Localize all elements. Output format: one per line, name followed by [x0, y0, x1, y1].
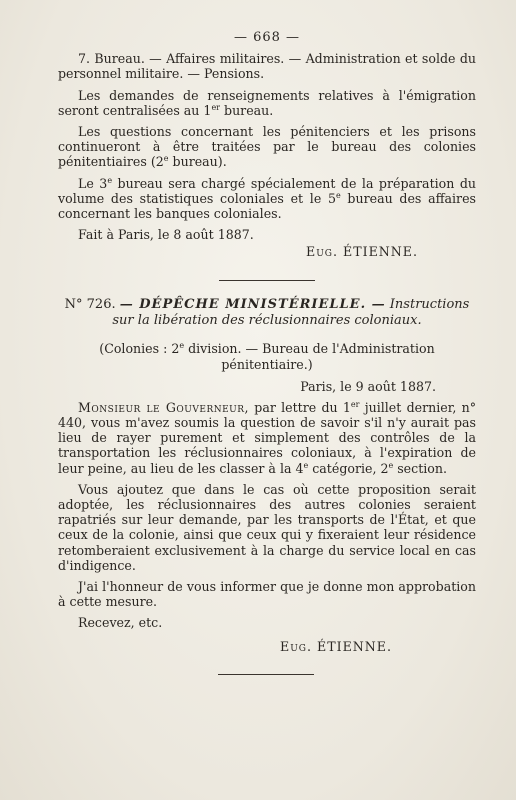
- dispatch-title: — DÉPÊCHE MINISTÉRIELLE. —: [119, 296, 386, 312]
- dispatch-heading: [58, 297, 476, 329]
- paragraph-penitenciers: Les questions concernant les pénitenciers et les prisons continueront à être traitées par le bureau des colonies pénitentiaires (2e bureau).: [58, 124, 476, 170]
- closing-formula: Recevez, etc.: [78, 615, 163, 631]
- decree-date: Fait à Paris, le 8 août 1887.: [78, 227, 254, 243]
- signature-1: Eug. ÉTIENNE.: [306, 244, 418, 260]
- section-divider: [219, 280, 315, 281]
- paragraph-statistiques: Le 3e bureau sera chargé spécialement de la préparation du volume des statistiques coloniales et le 5e bureau des affaires concernant les banques coloniales.: [58, 175, 476, 222]
- dispatch-number: N° 726.: [64, 296, 116, 312]
- paragraph-bureau-7: 7. Bureau. — Affaires militaires. — Administration et solde du personnel militaire. — Pensions.: [58, 51, 476, 82]
- dispatch-subject-b: sur la libération des réclusionnaires coloniaux.: [112, 312, 422, 328]
- paragraph-opening: Monsieur le Gouverneur, par lettre du 1er juillet dernier, n° 440, vous m'avez soumis la question de savoir s'il n'y aurait pas lieu de rayer purement et simplement des contrôles de la transportation les réclusionnaires coloniaux, à l'expiration de leur peine, au lieu de les classer à la 4e catégorie, 2e section.: [58, 399, 476, 476]
- paragraph-proposition: Vous ajoutez que dans le cas où cette proposition serait adoptée, les réclusionnaires des autres colonies seraient rapatriés sur leur demande, par les transports de l'État, et que ceux de la colonie, ainsi que ceux qui y fixeraient leur résidence retomberaient exclusivement à la charge du service local en cas d'indigence.: [58, 481, 476, 573]
- end-divider: [218, 674, 314, 675]
- division-note: (Colonies : 2e division. — Bureau de l'Administration pénitentiaire.): [99, 340, 435, 372]
- paragraph-approbation: J'ai l'honneur de vous informer que je donne mon approbation à cette mesure.: [58, 579, 476, 610]
- paragraph-emigration: Les demandes de renseignements relatives à l'émigration seront centralisées au 1er bureau.: [58, 87, 476, 118]
- dispatch-subject-a: Instructions: [389, 296, 470, 312]
- signature-2: Eug. ÉTIENNE.: [280, 638, 392, 654]
- dispatch-dateline: Paris, le 9 août 1887.: [300, 378, 436, 394]
- page-content: [58, 30, 476, 675]
- page-number: — 668 —: [233, 30, 301, 45]
